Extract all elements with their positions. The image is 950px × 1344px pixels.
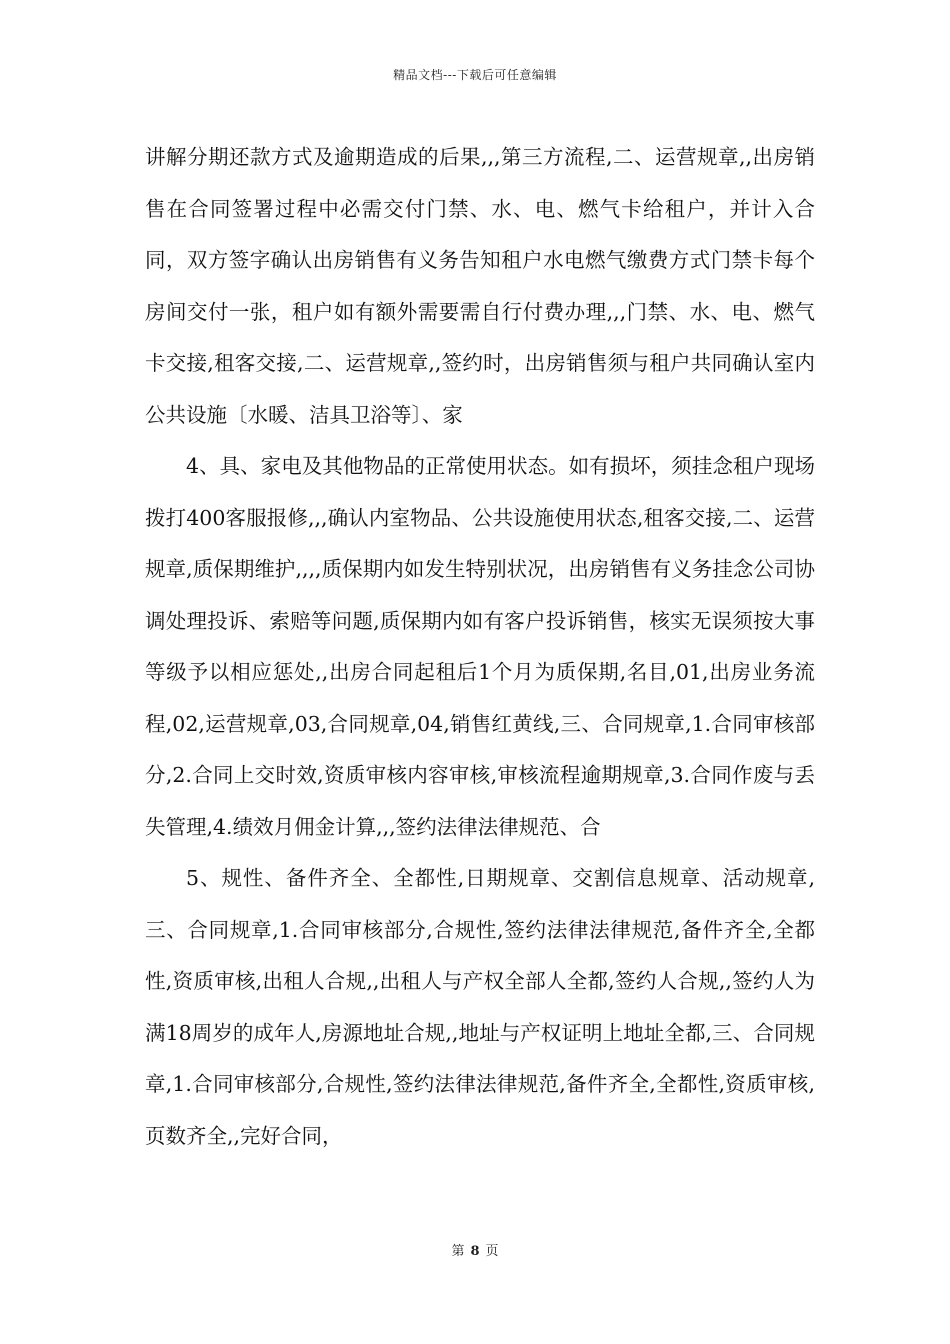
paragraph-3: 5、规性、备件齐全、全都性,日期规章、交割信息规章、活动规章,三、合同规章,1.合同审核部分,合规性,签约法律法律规范,备件齐全,全都性,资质审核,出租人合规,,出租人与产权全部人全都,签约人合规,,签约人为满18周岁的成年人,房源地址合规,,地址与产权证明上地址全都,三、合同规章,1.合同审核部分,合规性,签约法律法律规范,备件齐全,全都性,资质审核,页数齐全,,完好合同， (145, 866, 815, 1148)
page-footer (0, 1240, 950, 1259)
paragraph-2: 4、具、家电及其他物品的正常使用状态。如有损坏，须挂念租户现场拨打400客服报修,,,确认内室物品、公共设施使用状态,租客交接,二、运营规章,质保期维护,,,,质保期内如发生特别状况，出房销售有义务挂念公司协调处理投诉、索赔等问题,质保期内如有客户投诉销售，核实无误须按大事等级予以相应惩处,,出房合同起租后1个月为质保期,名目,01,出房业务流程,02,运营规章,03,合同规章,04,销售红黄线,三、合同规章,1.合同审核部分,2.合同上交时效,资质审核内容审核,审核流程逾期规章,3.合同作废与丢失管理,4.绩效月佣金计算,,,签约法律法律规范、合 (145, 454, 815, 839)
document-body (145, 132, 815, 1162)
page-number-suffix: 页 (485, 1244, 499, 1259)
page-number: 8 (470, 1244, 480, 1259)
page-header: 精品文档---下载后可任意编辑 (393, 68, 557, 82)
paragraph-1: 讲解分期还款方式及逾期造成的后果,,,第三方流程,二、运营规章,,出房销售在合同签署过程中必需交付门禁、水、电、燃气卡给租户，并计入合同，双方签字确认出房销售有义务告知租户水电燃气缴费方式门禁卡每个房间交付一张，租户如有额外需要需自行付费办理,,,门禁、水、电、燃气卡交接,租客交接,二、运营规章,,签约时，出房销售须与租户共同确认室内公共设施〔水暖、洁具卫浴等〕、家 (145, 145, 815, 427)
page-number-prefix: 第 (451, 1244, 465, 1259)
